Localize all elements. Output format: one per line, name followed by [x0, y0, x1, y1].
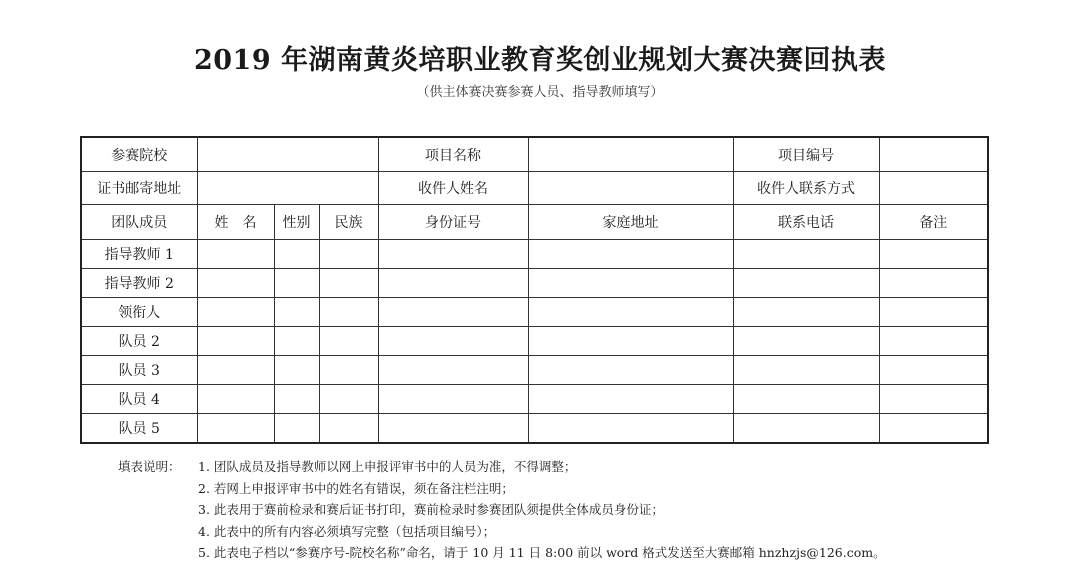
id-number-cell[interactable]: [378, 356, 528, 385]
note-text: 5. 此表电子档以“参赛序号-院校名称”命名，请于 10 月 11 日 8:00 前以 word 格式发送至大赛邮箱 hnzhzjs@126.com。: [198, 545, 886, 560]
table-row-school: [81, 137, 988, 172]
table-row: [81, 240, 988, 269]
col-header-remarks: 备注: [879, 205, 988, 240]
table-row: [81, 298, 988, 327]
name-cell[interactable]: [197, 269, 274, 298]
note-text: 2. 若网上申报评审书中的姓名有错误，须在备注栏注明；: [198, 480, 514, 496]
member-label: 领衔人: [81, 298, 197, 327]
phone-cell[interactable]: [733, 240, 879, 269]
phone-cell[interactable]: [733, 298, 879, 327]
home-address-cell[interactable]: [528, 240, 733, 269]
home-address-cell[interactable]: [528, 414, 733, 444]
col-header-phone: 联系电话: [733, 205, 879, 240]
table-row: [81, 414, 988, 444]
phone-cell[interactable]: [733, 269, 879, 298]
gender-cell[interactable]: [274, 240, 319, 269]
receipt-form-table: [80, 136, 989, 444]
gender-cell[interactable]: [274, 385, 319, 414]
id-number-cell[interactable]: [378, 385, 528, 414]
home-address-cell[interactable]: [528, 298, 733, 327]
ethnicity-cell[interactable]: [319, 240, 378, 269]
col-header-ethnicity: 民族: [319, 205, 378, 240]
remarks-cell[interactable]: [879, 269, 988, 298]
remarks-cell[interactable]: [879, 385, 988, 414]
address-cell[interactable]: [197, 172, 378, 205]
name-cell[interactable]: [197, 414, 274, 444]
remarks-cell[interactable]: [879, 298, 988, 327]
name-cell[interactable]: [197, 356, 274, 385]
home-address-cell[interactable]: [528, 385, 733, 414]
member-label: 指导教师 1: [81, 240, 197, 269]
table-row: [81, 385, 988, 414]
project-name-label: 项目名称: [378, 137, 528, 172]
note-item: [118, 521, 886, 543]
id-number-cell[interactable]: [378, 269, 528, 298]
note-text: 1. 团队成员及指导教师以网上申报评审书中的人员为准，不得调整；: [198, 459, 577, 474]
table-row: [81, 356, 988, 385]
home-address-cell[interactable]: [528, 327, 733, 356]
ethnicity-cell[interactable]: [319, 356, 378, 385]
name-cell[interactable]: [197, 327, 274, 356]
note-item: [118, 456, 886, 478]
home-address-cell[interactable]: [528, 269, 733, 298]
fill-instructions: [118, 456, 886, 564]
note-text: 4. 此表中的所有内容必须填写完整（包括项目编号）；: [198, 523, 496, 539]
recipient-contact-cell[interactable]: [879, 172, 988, 205]
page-subtitle: （供主体赛决赛参赛人员、指导教师填写）: [416, 85, 664, 100]
ethnicity-cell[interactable]: [319, 385, 378, 414]
col-header-gender: 性别: [274, 205, 319, 240]
gender-cell[interactable]: [274, 356, 319, 385]
remarks-cell[interactable]: [879, 327, 988, 356]
phone-cell[interactable]: [733, 356, 879, 385]
col-header-team-member: 团队成员: [81, 205, 197, 240]
member-label: 队员 2: [81, 327, 197, 356]
ethnicity-cell[interactable]: [319, 298, 378, 327]
member-label: 队员 5: [81, 414, 197, 444]
note-item: [118, 478, 886, 500]
phone-cell[interactable]: [733, 385, 879, 414]
member-label: 指导教师 2: [81, 269, 197, 298]
table-row-address: [81, 172, 988, 205]
id-number-cell[interactable]: [378, 414, 528, 444]
gender-cell[interactable]: [274, 269, 319, 298]
project-name-cell[interactable]: [528, 137, 733, 172]
member-label: 队员 4: [81, 385, 197, 414]
notes-label: 填表说明：: [118, 459, 181, 474]
project-no-cell[interactable]: [879, 137, 988, 172]
recipient-label: 收件人姓名: [378, 172, 528, 205]
id-number-cell[interactable]: [378, 298, 528, 327]
col-header-id-number: 身份证号: [378, 205, 528, 240]
col-header-home-address: 家庭地址: [528, 205, 733, 240]
recipient-contact-label: 收件人联系方式: [733, 172, 879, 205]
home-address-cell[interactable]: [528, 356, 733, 385]
name-cell[interactable]: [197, 298, 274, 327]
gender-cell[interactable]: [274, 414, 319, 444]
note-item: [118, 542, 886, 564]
ethnicity-cell[interactable]: [319, 414, 378, 444]
phone-cell[interactable]: [733, 327, 879, 356]
page-title: 2019 年湖南黄炎培职业教育奖创业规划大赛决赛回执表: [193, 45, 887, 76]
gender-cell[interactable]: [274, 327, 319, 356]
remarks-cell[interactable]: [879, 414, 988, 444]
phone-cell[interactable]: [733, 414, 879, 444]
table-row: [81, 327, 988, 356]
school-cell[interactable]: [197, 137, 378, 172]
name-cell[interactable]: [197, 240, 274, 269]
school-label: 参赛院校: [81, 137, 197, 172]
name-cell[interactable]: [197, 385, 274, 414]
id-number-cell[interactable]: [378, 240, 528, 269]
col-header-name: 姓 名: [197, 205, 274, 240]
id-number-cell[interactable]: [378, 327, 528, 356]
table-header-row: [81, 205, 988, 240]
note-item: [118, 499, 886, 521]
recipient-cell[interactable]: [528, 172, 733, 205]
gender-cell[interactable]: [274, 298, 319, 327]
remarks-cell[interactable]: [879, 356, 988, 385]
ethnicity-cell[interactable]: [319, 269, 378, 298]
member-label: 队员 3: [81, 356, 197, 385]
note-text: 3. 此表用于赛前检录和赛后证书打印，赛前检录时参赛团队须提供全体成员身份证；: [198, 502, 664, 517]
remarks-cell[interactable]: [879, 240, 988, 269]
table-row: [81, 269, 988, 298]
address-label: 证书邮寄地址: [81, 172, 197, 205]
project-no-label: 项目编号: [733, 137, 879, 172]
ethnicity-cell[interactable]: [319, 327, 378, 356]
